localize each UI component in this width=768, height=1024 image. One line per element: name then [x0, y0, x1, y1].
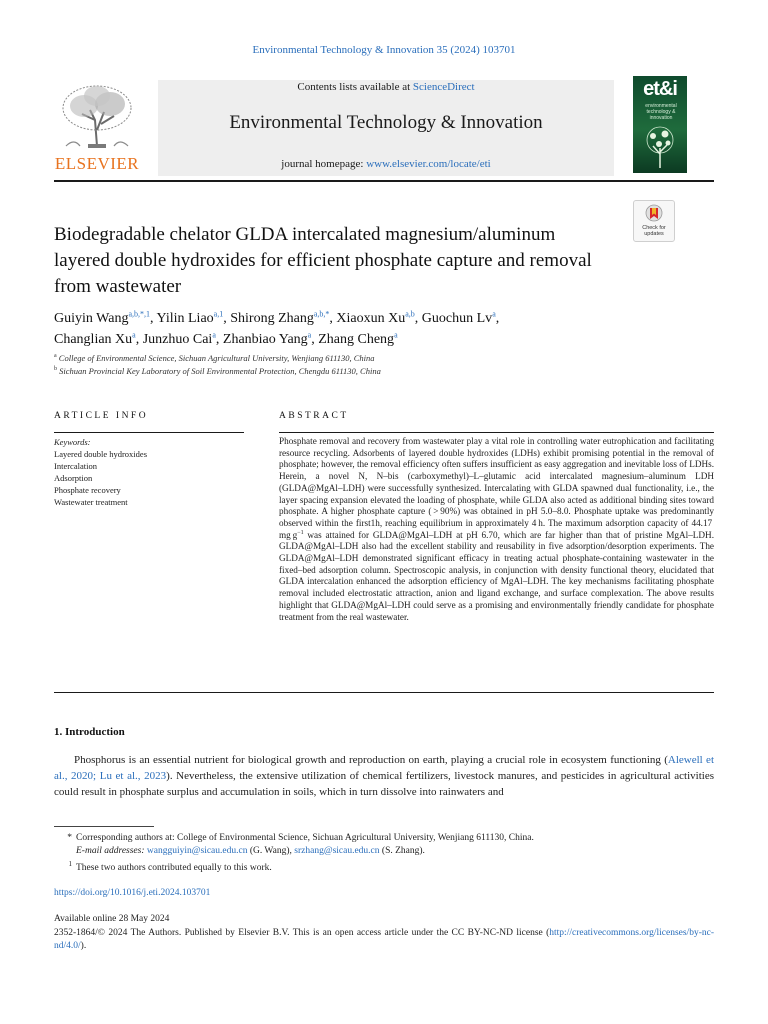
contents-available-line: Contents lists available at ScienceDirect — [297, 81, 475, 93]
article-title: Biodegradable chelator GLDA intercalated magnesium/aluminum layered double hydroxides for efficient phosphate capture and removal from wastewater — [54, 224, 592, 297]
author-name[interactable]: Zhang Cheng — [318, 332, 395, 347]
keyword[interactable]: Layered double hydroxides — [54, 449, 147, 459]
cover-subtitle: environmental technology & innovation — [645, 103, 677, 121]
keyword[interactable]: Wastewater treatment — [54, 497, 128, 507]
journal-reference-link[interactable]: Environmental Technology & Innovation 35 (2024) 103701 — [252, 44, 516, 56]
author-affiliation-marks[interactable]: a — [307, 330, 312, 340]
footnote-corresponding: * Corresponding authors at: College of Environmental Science, Sichuan Agricultural University, Wenjiang 611130, China. — [67, 833, 534, 843]
journal-homepage-link[interactable]: www.elsevier.com/locate/eti — [366, 158, 491, 170]
keywords-block — [54, 436, 244, 508]
keywords-label: Keywords: — [54, 437, 91, 447]
abstract-text: Phosphate removal and recovery from wastewater play a vital role in controlling water eutrophication and facilitating resource recycling. Adsorbents of layered double hydroxides (LDHs) exhibit promising potential in the removal of phosphate; however, the removal efficiency often suffers insufficient as easy aggregation and inevitable loss of LDHs. Herein, a novel N, N–bis (carboxymethyl)–L–glutamic acid intercalated magnesium–aluminum LDH (GLDA@MgAl–LDH) were successfully synthesized. Intercalating with GLDA spawned dual functionality, i.e., the layer spacing expansion elevated the loading of phosphate, while GLDA also acted as additional binding sites toward phosphate. A higher phosphate capture ( > 90%) was obtained in pH 5.0–8.0. Phosphate uptake was predominantly observed within the first1h, reaching equilibrium in approximately 4 h. The maximum adsorption capacity of 44.17 mg $g^{-1}$ was attained for GLDA@MgAl–LDH at pH 6.70, which are far higher than that of pristine MgAl–LDH. GLDA@MgAl–LDH also had the excellent stability and reusability in five adsorption/desorption experiments. The GLDA@MgAl–LDH demonstrated significant efficacy in treating actual phosphate-containing wastewater in the fixed–bed adsorption column. Spectroscopic analysis, in conjunction with density functional theory, elucidated that GLDA intercalation enhanced the adsorption efficiency of MgAl–LDH. The key mechanisms facilitating phosphate removal included electrostatic attraction, anion and ligand exchange, and surface complexation. The above results highlight that GLDA@MgAl–LDH could serve as a promising and environmentally friendly candidate for phosphate treatment from the real wastewater. — [279, 436, 714, 622]
elsevier-wordmark: ELSEVIER — [54, 154, 140, 173]
license-statement: 2352-1864/© 2024 The Authors. Published by Elsevier B.V. This is an open access article under the CC BY-NC-ND license (http://creativecommons.org/licenses/by-nc-nd/4.0/). — [54, 928, 714, 951]
journal-homepage-line: journal homepage: www.elsevier.com/locate/eti — [281, 158, 491, 170]
author-name[interactable]: Changlian Xu — [54, 332, 133, 347]
email-link[interactable]: wangguiyin@sicau.edu.cn — [146, 846, 248, 856]
cover-tree-graphic — [639, 124, 681, 170]
footnote-equal-contribution: 1 These two authors contributed equally to this work. — [68, 860, 272, 874]
email-link[interactable]: srzhang@sicau.edu.cn — [294, 846, 380, 856]
author-list: Guiyin Wang$^{a,b,*,1}$, Yilin Liao$^{a,1}$, Shirong Zhang$^{a,b,*}$, Xiaoxun Xu$^{a,b}$, Guochun Lv$^a$, Changlian Xu$^a$, Junzhuo Cai$^a$, Zhanbiao Yang$^a$, Zhang Cheng$^a$ — [54, 309, 500, 347]
keyword[interactable]: Intercalation — [54, 461, 97, 471]
affiliation-a: $^a$ College of Environmental Science, Sichuan Agricultural University, Wenjiang 611130, China — [54, 353, 375, 363]
footnote-emails: E-mail addresses: wangguiyin@sicau.edu.cn (G. Wang), srzhang@sicau.edu.cn (S. Zhang). — [76, 846, 425, 856]
author-affiliation-marks[interactable]: a — [132, 330, 136, 340]
citation-link[interactable]: Alewell et al., 2020; Lu et al., 2023 — [54, 754, 714, 782]
author-affiliation-marks[interactable]: a,1 — [213, 309, 224, 319]
author-affiliation-marks[interactable]: a — [394, 330, 398, 340]
license-link[interactable]: http://creativecommons.org/licenses/by-nc-nd/4.0/ — [54, 928, 714, 951]
journal-name: Environmental Technology & Innovation — [229, 112, 543, 133]
check-updates-label: Check for updates — [642, 225, 666, 237]
author-name[interactable]: Junzhuo Cai — [142, 332, 213, 347]
section-heading-introduction: 1. Introduction — [54, 726, 125, 738]
introduction-paragraph: Phosphorus is an essential nutrient for biological growth and reproduction on earth, playing a crucial role in ecosystem functioning (Alewell et al., 2020; Lu et al., 2023). Nevertheless, the extensive utilization of chemical fertilizers, livestock manures, and pesticides in agricultural activities could result in phosphate surplus and accumulation in soils, which in turn dissolve into rainwaters and — [54, 754, 714, 798]
doi-link[interactable]: https://doi.org/10.1016/j.eti.2024.103701 — [54, 888, 211, 898]
keyword[interactable]: Phosphate recovery — [54, 485, 121, 495]
journal-cover-thumbnail[interactable] — [633, 76, 687, 173]
author-name[interactable]: Xiaoxun Xu — [336, 311, 406, 326]
sciencedirect-link[interactable]: ScienceDirect — [412, 81, 475, 93]
author-affiliation-marks[interactable]: a,b — [405, 309, 415, 319]
header-rule — [54, 180, 714, 182]
article-info-rule — [54, 432, 244, 433]
author-name[interactable]: Yilin Liao — [156, 311, 214, 326]
keyword[interactable]: Adsorption — [54, 473, 93, 483]
footnote-rule — [54, 826, 154, 827]
article-info-heading: ARTICLE INFO — [54, 411, 149, 421]
author-name[interactable]: Guiyin Wang — [54, 311, 129, 326]
available-online: Available online 28 May 2024 — [54, 914, 170, 924]
abstract-heading: ABSTRACT — [279, 411, 349, 421]
author-name[interactable]: Shirong Zhang — [230, 311, 314, 326]
check-updates-icon — [645, 204, 663, 224]
abstract-rule — [279, 432, 714, 433]
cover-title: et&i — [643, 78, 677, 100]
check-for-updates-button[interactable] — [633, 200, 675, 242]
author-name[interactable]: Guochun Lv — [421, 311, 493, 326]
author-name[interactable]: Zhanbiao Yang — [222, 332, 308, 347]
affiliation-b: $^b$ Sichuan Provincial Key Laboratory of Soil Environmental Protection, Chengdu 611130, China — [54, 366, 381, 376]
author-affiliation-marks[interactable]: a,b,*,1 — [128, 309, 151, 319]
author-affiliation-marks[interactable]: a — [492, 309, 496, 319]
author-affiliation-marks[interactable]: a,b,* — [313, 309, 330, 319]
abstract-bottom-rule — [54, 692, 714, 693]
author-affiliation-marks[interactable]: a — [212, 330, 216, 340]
